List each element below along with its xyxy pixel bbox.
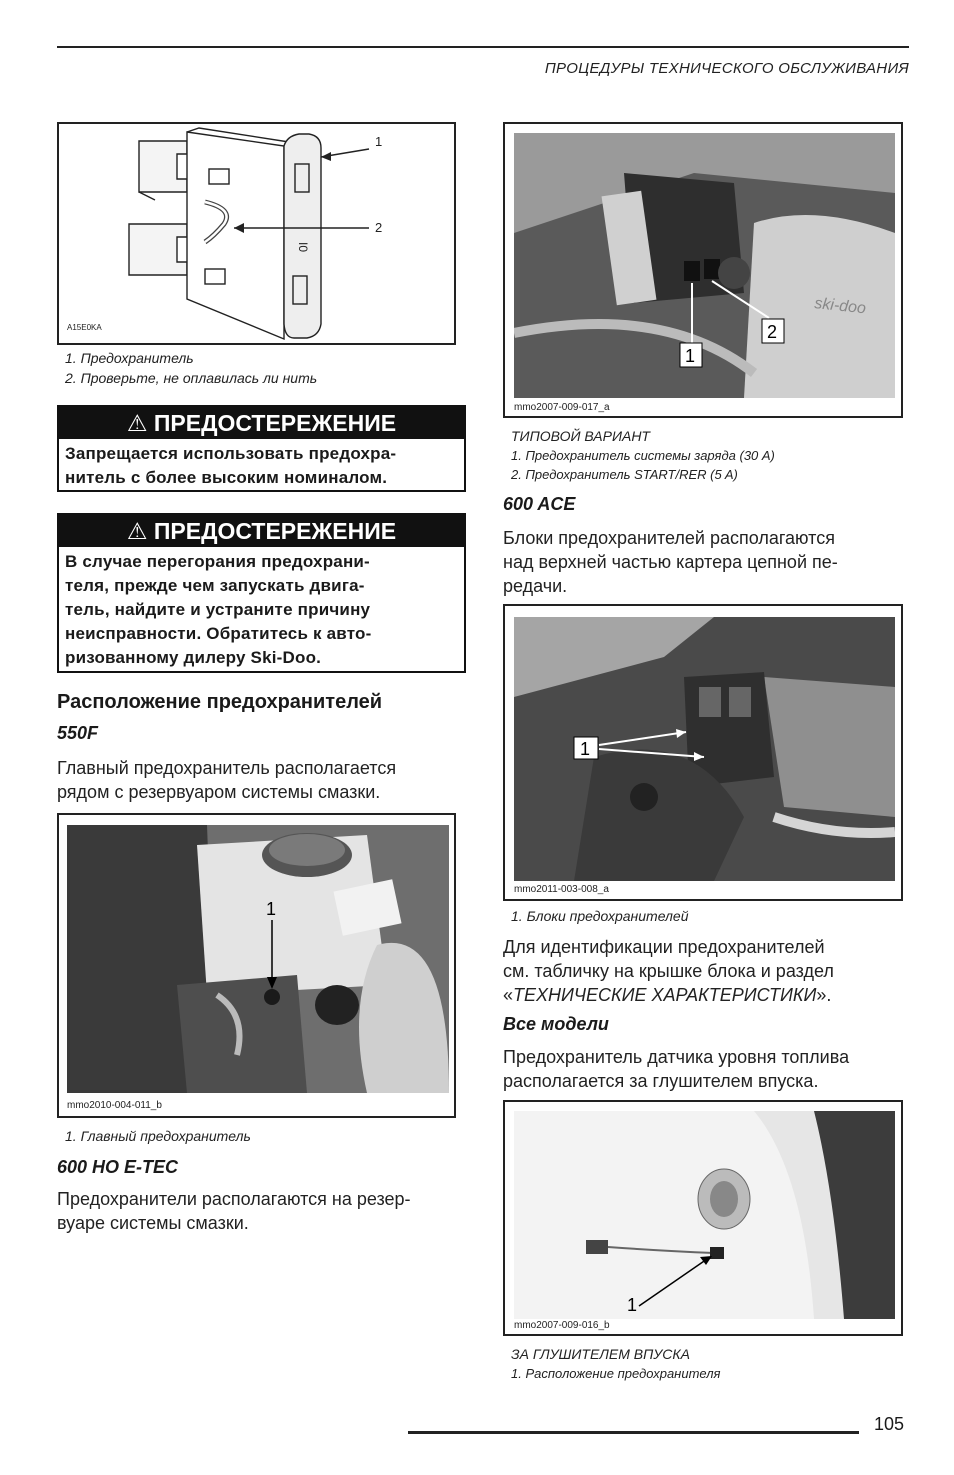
photo-600ace — [514, 617, 895, 881]
caption-typical-title: ТИПОВОЙ ВАРИАНТ — [511, 428, 650, 444]
callout-1: 1 — [266, 899, 277, 919]
figure-code: mmo2011-003-008_a — [514, 884, 609, 895]
paragraph-600ace: Блоки предохранителей располагаются над верхней частью картера цепной пе- редачи. — [503, 528, 838, 596]
subsection-600ace: 600 ACE — [503, 494, 576, 514]
warning-triangle-icon: ⚠ — [126, 518, 148, 544]
subsection-600ho: 600 HO E-TEC — [57, 1157, 179, 1177]
warning-box-burnout — [57, 513, 466, 673]
photo-intake — [514, 1111, 895, 1319]
caption-intake-1: 1. Расположение предохранителя — [511, 1366, 721, 1381]
warning-title: ПРЕДОСТЕРЕЖЕНИЕ — [153, 518, 397, 544]
caption-600ace: 1. Блоки предохранителей — [511, 908, 689, 924]
header-rule — [57, 46, 909, 48]
caption-550f: 1. Главный предохранитель — [65, 1128, 251, 1144]
warning-title: ПРЕДОСТЕРЕЖЕНИЕ — [153, 410, 397, 436]
warning-line: Запрещается использовать предохра- — [65, 444, 397, 463]
page-number: 105 — [874, 1414, 905, 1434]
figure-code: mmo2010-004-011_b — [67, 1100, 162, 1111]
subsection-550f: 550F — [57, 723, 99, 743]
callout-2: 2 — [767, 322, 778, 342]
photo-550f-figure — [57, 813, 456, 1118]
caption-typical-1: 1. Предохранитель системы заряда (30 A) — [511, 448, 775, 463]
photo-intake-figure — [503, 1100, 903, 1336]
warning-line: тель, найдите и устраните причину — [65, 600, 371, 619]
callout-1: 1 — [580, 739, 591, 759]
warning-line: нитель с более высоким номиналом. — [65, 468, 388, 487]
paragraph-550f: Главный предохранитель располагается рядом с резервуаром системы смазки. — [57, 758, 397, 802]
photo-550f — [67, 825, 449, 1093]
paragraph-600ho: Предохранители располагаются на резер- вуаре системы смазки. — [57, 1189, 411, 1233]
fuse-diagram — [59, 124, 454, 343]
fuse-caption-1: 1. Предохранитель — [65, 350, 194, 366]
figure-code: mmo2007-009-016_b — [514, 1320, 610, 1331]
section-title: Расположение предохранителей — [57, 691, 383, 713]
figure-code: A15E0KA — [67, 323, 102, 332]
fuse-caption-2: 2. Проверьте, не оплавилась ли нить — [65, 370, 318, 386]
running-header: ПРОЦЕДУРЫ ТЕХНИЧЕСКОГО ОБСЛУЖИВАНИЯ — [544, 60, 909, 77]
callout-1: 1 — [375, 134, 383, 149]
photo-typical-figure — [503, 122, 903, 418]
warning-box-rating — [57, 405, 466, 492]
fuse-diagram-figure — [57, 122, 456, 345]
paragraph-all-models: Предохранитель датчика уровня топлива располагается за глушителем впуска. — [503, 1047, 850, 1091]
paragraph-identification: Для идентификации предохранителей см. табличку на крышке блока и раздел «ТЕХНИЧЕСКИЕ ХАРАКТЕРИСТИКИ». — [503, 937, 834, 1005]
footer-rule — [408, 1431, 859, 1434]
callout-1: 1 — [685, 346, 696, 366]
photo-typical — [514, 133, 895, 398]
svg-text:ski-doo: ski-doo — [813, 295, 867, 318]
subsection-all-models: Все модели — [503, 1014, 609, 1034]
callout-2: 2 — [375, 220, 383, 235]
warning-line: теля, прежде чем запускать двига- — [65, 576, 365, 595]
callout-1: 1 — [627, 1295, 638, 1315]
warning-line: ризованному дилеру Ski-Doo. — [65, 648, 322, 667]
warning-line: В случае перегорания предохрани- — [65, 552, 370, 571]
warning-line: неисправности. Обратитесь к авто- — [65, 624, 372, 643]
caption-intake-title: ЗА ГЛУШИТЕЛЕМ ВПУСКА — [511, 1346, 690, 1362]
svg-text:I0: I0 — [296, 242, 310, 253]
figure-code: mmo2007-009-017_a — [514, 402, 610, 413]
caption-typical-2: 2. Предохранитель START/RER (5 A) — [511, 467, 738, 482]
warning-triangle-icon: ⚠ — [126, 410, 148, 436]
spec-reference: ТЕХНИЧЕСКИЕ ХАРАКТЕРИСТИКИ — [513, 985, 817, 1005]
warning-header — [59, 515, 464, 547]
warning-header — [59, 407, 464, 439]
photo-600ace-figure — [503, 604, 903, 901]
